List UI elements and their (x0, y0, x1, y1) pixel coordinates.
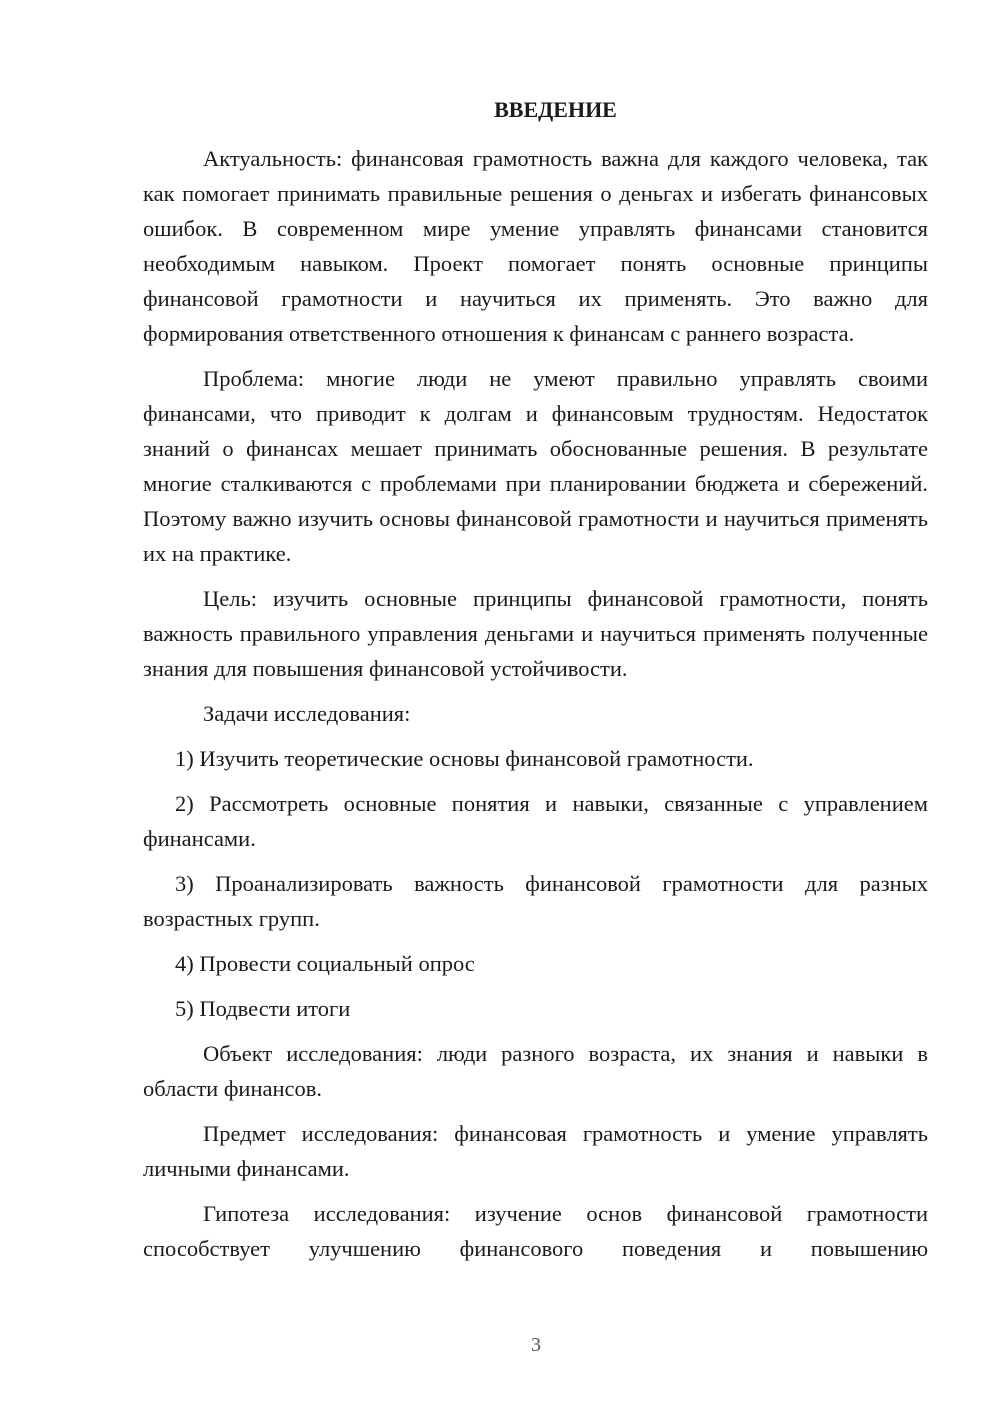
task-item-4: 4) Провести социальный опрос (175, 951, 475, 976)
page-number: 3 (531, 1334, 541, 1356)
tasks-heading: Задачи исследования: (203, 701, 411, 726)
paragraph-goal: Цель: изучить основные принципы финансовой грамотности, понять важность правильного управления деньгами и научиться применять полученные знания для повышения финансовой устойчивости. (143, 586, 928, 681)
paragraph-relevance: Актуальность: финансовая грамотность важна для каждого человека, так как помогает принимать правильные решения о деньгах и избегать финансовых ошибок. В современном мире умение управлять финансами становится необходимым навыком. Проект помогает понять основные принципы финансовой грамотности и научиться их применять. Это важно для формирования ответственного отношения к финансам с раннего возраста. (143, 146, 928, 346)
paragraph-hypothesis: Гипотеза исследования: изучение основ финансовой грамотности способствует улучшению финансового поведения и повышению (143, 1201, 928, 1261)
document-page (143, 92, 928, 1276)
task-item-3: 3) Проанализировать важность финансовой грамотности для разных возрастных групп. (143, 871, 928, 931)
task-item-1: 1) Изучить теоретические основы финансовой грамотности. (175, 746, 754, 771)
task-item-2: 2) Рассмотреть основные понятия и навыки, связанные с управлением финансами. (143, 791, 928, 851)
section-title: ВВЕДЕНИЕ (494, 97, 617, 122)
paragraph-object: Объект исследования: люди разного возраста, их знания и навыки в области финансов. (143, 1041, 928, 1101)
paragraph-subject: Предмет исследования: финансовая грамотность и умение управлять личными финансами. (143, 1121, 928, 1181)
task-item-5: 5) Подвести итоги (175, 996, 351, 1021)
paragraph-problem: Проблема: многие люди не умеют правильно управлять своими финансами, что приводит к долгам и финансовым трудностям. Недостаток знаний о финансах мешает принимать обоснованные решения. В результате многие сталкиваются с проблемами при планировании бюджета и сбережений. Поэтому важно изучить основы финансовой грамотности и научиться применять их на практике. (143, 366, 928, 566)
